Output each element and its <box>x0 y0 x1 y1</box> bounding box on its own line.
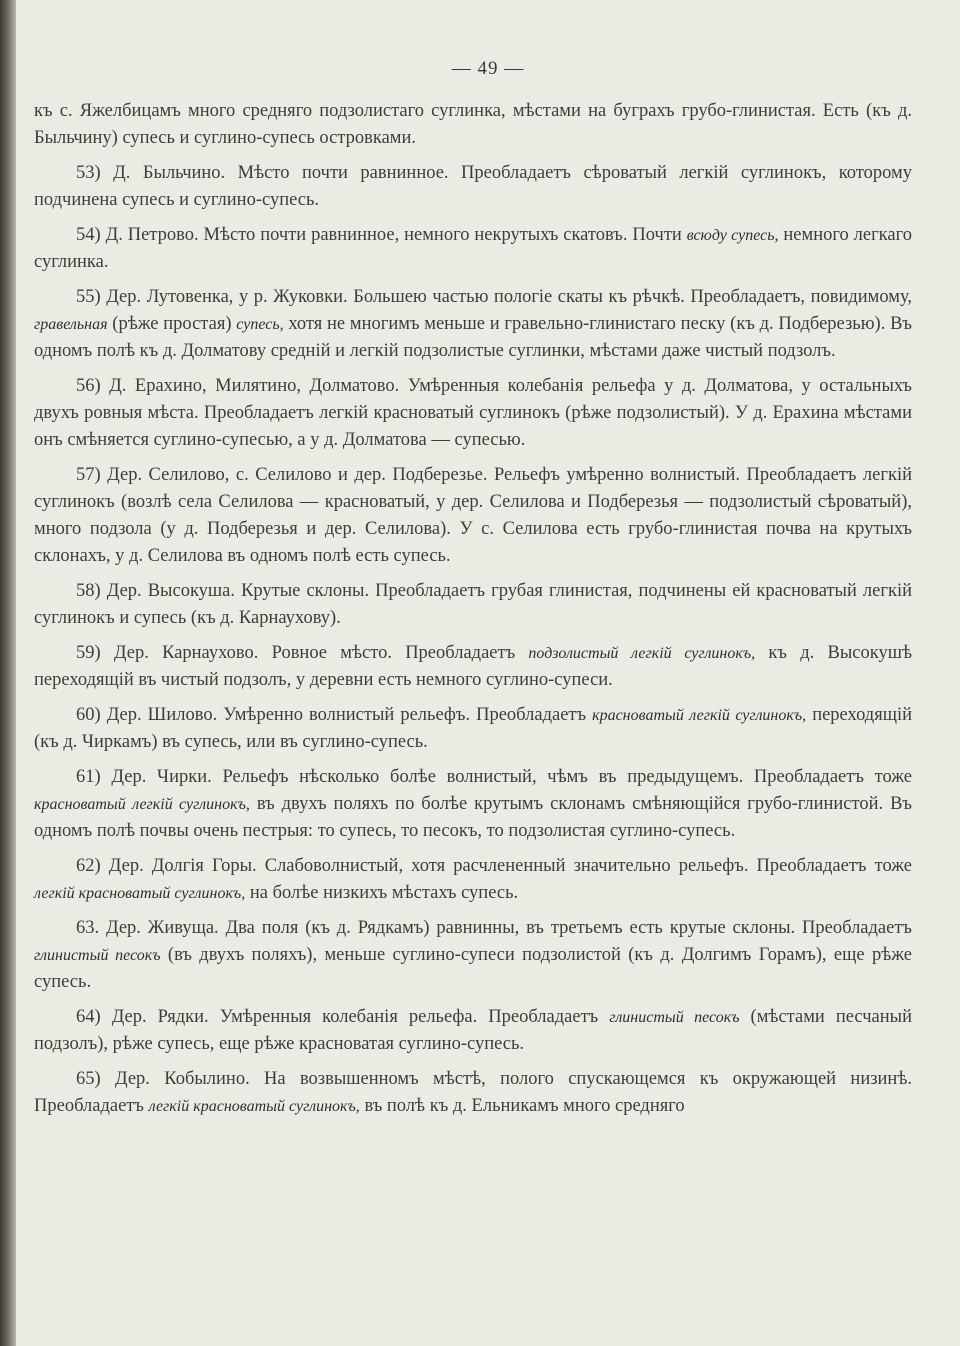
paragraph <box>34 1004 912 1058</box>
paragraph <box>34 853 912 907</box>
paragraph-text: 65) Дер. Кобылино. На возвышенномъ мѣстѣ, полого спускающемся къ окружающей низинѣ. Преобладаетъ <box>34 1069 912 1116</box>
page-binding-shadow <box>0 0 16 1346</box>
paragraph <box>34 98 912 152</box>
paragraph-text: хотя не многимъ меньше и гравельно-глинистаго песку (къ д. Подберезью). Въ одномъ полѣ къ д. Долматову средній и легкій подзолистые суглинки, мѣстами даже чистый подзолъ. <box>34 314 912 361</box>
italic-emphasis: глинистый песокъ <box>609 1009 740 1026</box>
paragraph <box>34 764 912 845</box>
paragraph <box>34 1066 912 1120</box>
italic-emphasis: легкій красноватый суглинокъ, <box>34 885 246 902</box>
paragraph <box>34 462 912 570</box>
paragraph <box>34 373 912 454</box>
paragraph-text: 59) Дер. Карнаухово. Ровное мѣсто. Преобладаетъ <box>76 643 529 663</box>
paragraph <box>34 702 912 756</box>
paragraph-text: въ двухъ поляхъ по болѣе крутымъ склонамъ смѣняющійся грубо-глинистой. Въ одномъ полѣ почвы очень пестрыя: то супесь, то песокъ, то подзолистая суглино-супесь. <box>34 794 912 841</box>
paragraph-text: переходящій (къ д. Чиркамъ) въ супесь, или въ суглино-супесь. <box>34 705 912 752</box>
paragraph-text: 61) Дер. Чирки. Рельефъ нѣсколько болѣе волнистый, чѣмъ въ предыдущемъ. Преобладаетъ тоже <box>76 767 912 787</box>
italic-emphasis: подзолистый легкій суглинокъ, <box>528 645 756 662</box>
paragraph-text: 63. Дер. Живуща. Два поля (къ д. Рядкамъ) равнинны, въ третьемъ есть крутые склоны. Преобладаетъ <box>76 918 912 938</box>
paragraph-text: 55) Дер. Лутовенка, у р. Жуковки. Большею частью пологіе скаты къ рѣчкѣ. Преобладаетъ, повидимому, <box>76 287 912 307</box>
paragraph-text: 62) Дер. Долгія Горы. Слабоволнистый, хотя расчлененный значительно рельефъ. Преобладаетъ тоже <box>76 856 912 876</box>
paragraph-text: немного легкаго суглинка. <box>34 225 912 272</box>
paragraph-text: 56) Д. Ерахино, Милятино, Долматово. Умѣренныя колебанія рельефа у д. Долматова, у остальныхъ двухъ ровныя мѣста. Преобладаетъ легкій красноватый суглинокъ (рѣже подзолистый). У д. Ерахина мѣстами онъ смѣняется суглино-супесью, а у д. Долматова — супесью. <box>34 376 912 450</box>
page-text-body <box>34 98 912 1128</box>
italic-emphasis: красноватый легкій суглинокъ, <box>592 707 807 724</box>
paragraph-text: въ полѣ къ д. Ельникамъ много средняго <box>359 1096 685 1116</box>
book-page <box>16 0 960 1346</box>
italic-emphasis: глинистый песокъ <box>34 947 161 964</box>
italic-emphasis: легкій красноватый суглинокъ, <box>148 1098 360 1115</box>
paragraph-text: на болѣе низкихъ мѣстахъ супесь. <box>245 883 519 903</box>
paragraph-text: къ д. Высокушѣ переходящій въ чистый подзолъ, у деревни есть немного суглино-супеси. <box>34 643 913 690</box>
paragraph-text: 57) Дер. Селилово, с. Селилово и дер. Подберезье. Рельефъ умѣренно волнистый. Преобладаетъ легкій суглинокъ (возлѣ села Селилова — красноватый, у дер. Селилова и Подберезья — подзолистый сѣроватый), много подзола (у д. Подберезья и дер. Селилова). У с. Селилова есть грубо-глинистая почва на крутыхъ склонахъ, у д. Селилова въ одномъ полѣ есть супесь. <box>34 465 912 566</box>
paragraph <box>34 284 912 365</box>
paragraph <box>34 578 912 632</box>
paragraph-text: 58) Дер. Высокуша. Крутые склоны. Преобладаетъ грубая глинистая, подчинены ей красноватый легкій суглинокъ и супесь (къ д. Карнаухову). <box>34 581 912 628</box>
italic-emphasis: гравельная <box>34 316 108 333</box>
italic-emphasis: всюду супесь, <box>686 227 779 244</box>
paragraph-text: 54) Д. Петрово. Мѣсто почти равнинное, немного некрутыхъ скатовъ. Почти <box>76 225 687 245</box>
paragraph-text: къ с. Яжелбицамъ много средняго подзолистаго суглинка, мѣстами на буграхъ грубо-глинистая. Есть (къ д. Быльчину) супесь и суглино-супесь островками. <box>34 101 912 148</box>
paragraph <box>34 640 912 694</box>
paragraph <box>34 160 912 214</box>
paragraph-text: 60) Дер. Шилово. Умѣренно волнистый рельефъ. Преобладаетъ <box>76 705 593 725</box>
paragraph <box>34 222 912 276</box>
paragraph-text: 53) Д. Быльчино. Мѣсто почти равнинное. Преобладаетъ сѣроватый легкій суглинокъ, которому подчинена супесь и суглино-супесь. <box>34 163 912 210</box>
paragraph-text: (рѣже простая) <box>107 314 237 334</box>
paragraph <box>34 915 912 996</box>
page-number: — 49 — <box>451 58 525 79</box>
paragraph-text: (мѣстами песчаный подзолъ), рѣже супесь, еще рѣже красноватая суглино-супесь. <box>34 1007 912 1054</box>
paragraph-text: 64) Дер. Рядки. Умѣренныя колебанія рельефа. Преобладаетъ <box>76 1007 610 1027</box>
italic-emphasis: красноватый легкій суглинокъ, <box>34 796 250 813</box>
paragraph-text: (въ двухъ поляхъ), меньше суглино-супеси подзолистой (къ д. Долгимъ Горамъ), еще рѣже супесь. <box>34 945 912 992</box>
italic-emphasis: супесь, <box>236 316 284 333</box>
